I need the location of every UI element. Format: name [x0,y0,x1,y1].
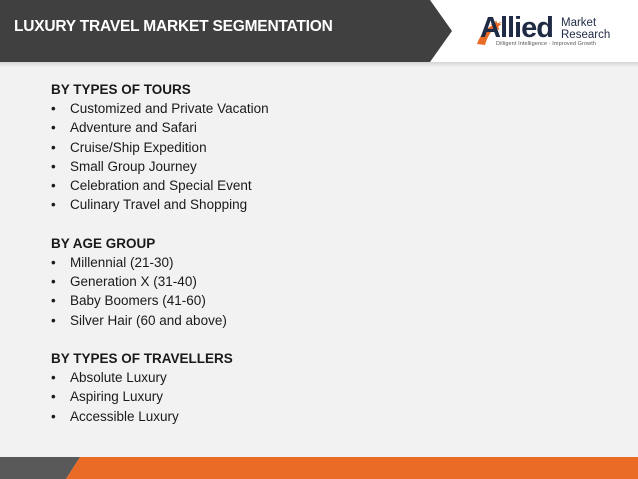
header [0,0,638,62]
bullet-icon: • [51,389,56,405]
list-item [51,291,571,310]
bullet-icon: • [51,274,56,290]
logo-market-text: Market [561,17,597,29]
list-item-text: Celebration and Special Event [70,178,252,194]
list-item-text: Small Group Journey [70,158,197,174]
list-item-text: Accessible Luxury [70,408,179,424]
list-item-text: Cruise/Ship Expedition [70,139,207,155]
bullet-list [51,99,571,215]
bullet-icon: • [51,369,56,385]
list-item-text: Customized and Private Vacation [70,101,269,116]
list-item [51,368,571,387]
logo-tagline: Dilligent Intelligence · Improved Growth [496,41,596,47]
section-heading: BY AGE GROUP [51,235,156,251]
list-item [51,272,571,291]
list-item-text: Absolute Luxury [70,369,167,385]
bullet-icon: • [51,293,56,309]
section-types-of-tours [51,80,571,215]
list-item [51,138,571,157]
allied-market-research-logo [472,10,632,52]
list-item [51,99,571,118]
list-item [51,407,571,426]
list-item [51,311,571,330]
list-item-text: Silver Hair (60 and above) [70,312,227,328]
logo-research-text: Research [561,29,611,41]
bullet-icon: • [51,197,56,213]
page-title: LUXURY TRAVEL MARKET SEGMENTATION [14,18,333,35]
list-item [51,253,571,272]
list-item [51,176,571,195]
bullet-icon: • [51,158,56,174]
title-bar [0,0,455,62]
list-item-text: Aspiring Luxury [70,389,164,405]
list-item-text: Baby Boomers (41-60) [70,293,206,309]
bullet-icon: • [51,408,56,424]
header-shadow [0,62,638,67]
list-item-text: Culinary Travel and Shopping [70,197,248,213]
footer-bar [0,457,638,479]
list-item-text: Adventure and Safari [70,120,197,136]
list-item-text: Millennial (21-30) [70,254,174,270]
bullet-icon: • [51,312,56,328]
bullet-list [51,253,571,330]
bullet-icon: • [51,139,56,155]
section-age-group [51,234,571,330]
list-item [51,387,571,406]
bullet-icon: • [51,101,56,116]
section-heading: BY TYPES OF TRAVELLERS [51,350,233,366]
list-item [51,118,571,137]
bullet-icon: • [51,254,56,270]
bullet-icon: • [51,120,56,136]
list-item [51,157,571,176]
list-item-text: Generation X (31-40) [70,274,197,290]
footer-bar-shape [0,457,638,479]
list-item [51,195,571,214]
segmentation-content [51,80,571,445]
section-heading: BY TYPES OF TOURS [51,82,191,97]
section-types-of-travellers [51,349,571,426]
logo-wordmark: Allied [480,12,553,44]
bullet-icon: • [51,178,56,194]
bullet-list [51,368,571,426]
